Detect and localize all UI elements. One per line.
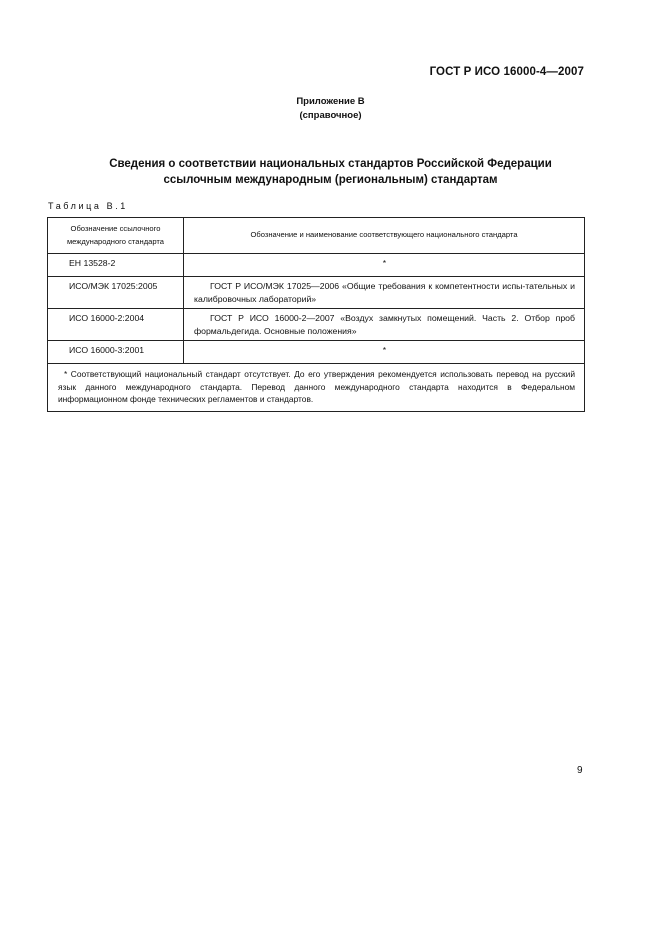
header-national-standard: Обозначение и наименование соответствующего национального стандарта [184,218,585,254]
section-title [0,156,661,188]
section-title-line1: Сведения о соответствии национальных стандартов Российской Федерации [109,158,552,170]
national-cell: * [184,254,585,277]
table-row [48,341,585,364]
reference-cell: ИСО 16000-2:2004 [48,309,184,341]
table-footnote: * Соответствующий национальный стандарт отсутствует. До его утверждения рекомендуется использовать перевод на русский язык данного международного стандарта. Перевод данного международного стандарта находится в Федеральном информационном фонде технических регламентов и стандартов. [48,364,585,412]
page-number: 9 [577,765,583,776]
standard-code: ГОСТ Р ИСО 16000-4—2007 [429,66,584,78]
annex-title: Приложение В [296,96,365,107]
reference-cell: ИСО/МЭК 17025:2005 [48,277,184,309]
national-cell: * [184,341,585,364]
header-reference-line2: международного стандарта [66,236,165,246]
table-caption: Таблица В.1 [48,201,128,211]
annex-type: (справочное) [299,110,362,121]
correspondence-table [47,217,585,412]
header-reference-line1: Обозначение ссылочного [70,224,161,233]
section-title-line2: ссылочным международным (региональным) стандартам [163,174,498,186]
reference-cell: ИСО 16000-3:2001 [48,341,184,364]
table-row [48,254,585,277]
reference-cell: ЕН 13528-2 [48,254,184,277]
table-footnote-row [48,364,585,412]
header-reference-standard [48,218,184,254]
national-cell: ГОСТ Р ИСО/МЭК 17025—2006 «Общие требования к компетентности испы-тательных и калибровочных лабораторий» [184,277,585,309]
table-header-row [48,218,585,254]
annex-heading [0,95,661,123]
table-row [48,277,585,309]
table-row [48,309,585,341]
national-cell: ГОСТ Р ИСО 16000-2—2007 «Воздух замкнутых помещений. Часть 2. Отбор проб формальдегида. Основные положения» [184,309,585,341]
